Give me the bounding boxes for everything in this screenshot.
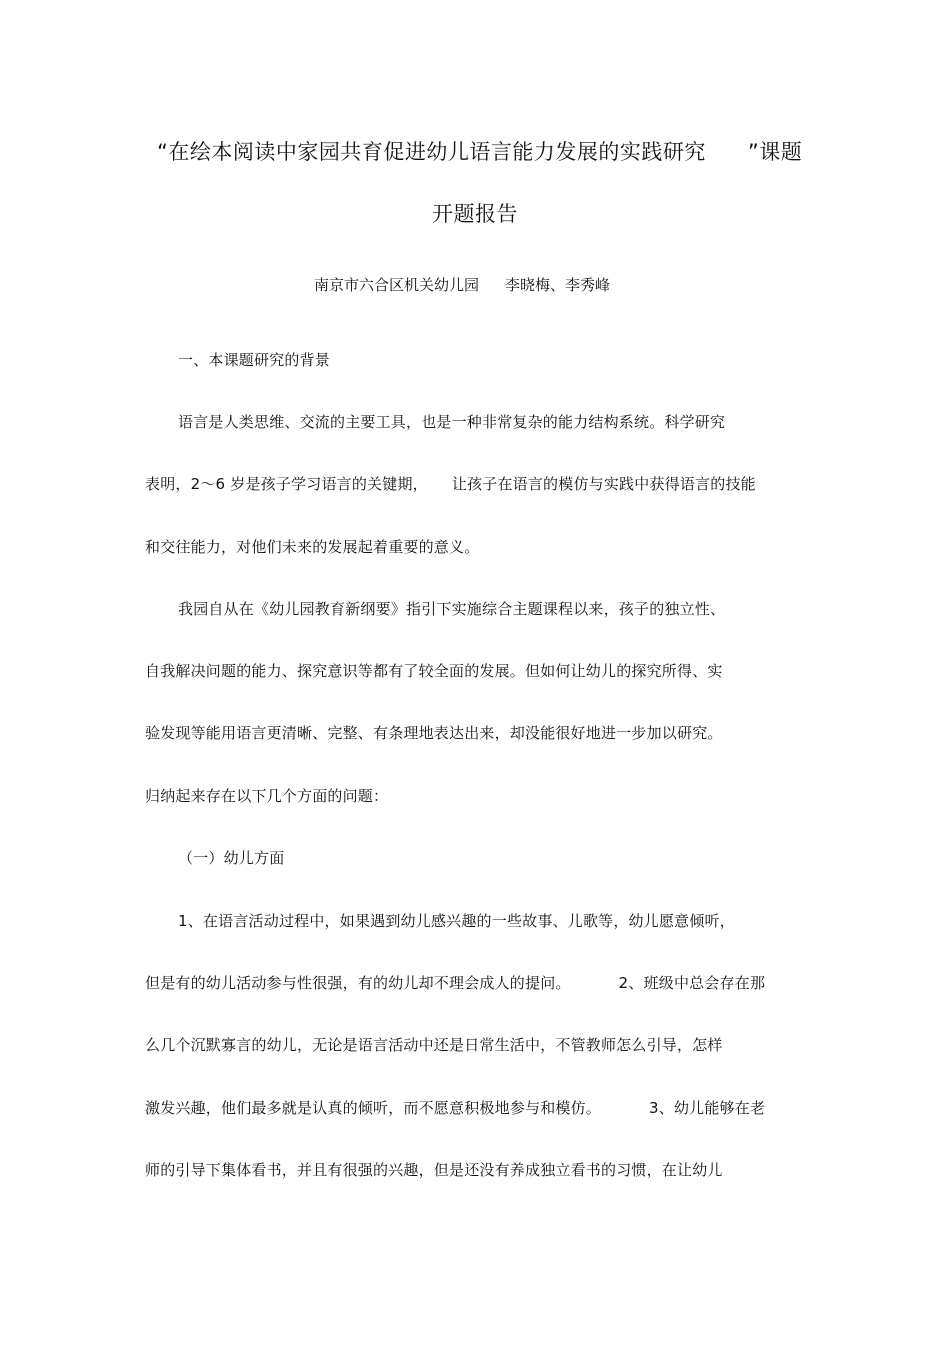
- author-line: [314, 274, 610, 295]
- title-line-1: [157, 136, 802, 166]
- para2-line-3: 验发现等能用语言更清晰、完整、有条理地表达出来，却没能很好地进一步加以研究。: [145, 724, 723, 742]
- para3-line-4a: 激发兴趣，他们最多就是认真的倾听，而不愿意积极地参与和模仿。: [145, 1099, 602, 1117]
- author-names: 李晓梅、李秀峰: [505, 276, 611, 294]
- para2-line-2: 自我解决问题的能力、探究意识等都有了较全面的发展。但如何让幼儿的探究所得、实: [145, 662, 723, 680]
- subheading: （一）幼儿方面: [178, 849, 285, 867]
- para1-line-2: [145, 473, 756, 494]
- title-line-2: 开题报告: [432, 202, 518, 226]
- institution: 南京市六合区机关幼儿园: [314, 276, 480, 294]
- para3-line-4: [145, 1097, 765, 1118]
- para1-line-1: 语言是人类思维、交流的主要工具，也是一种非常复杂的能力结构系统。科学研究: [178, 413, 726, 431]
- title-tail: ”课题: [747, 140, 803, 164]
- para3-line-5: 师的引导下集体看书，并且有很强的兴趣，但是还没有养成独立看书的习惯，在让幼儿: [145, 1161, 723, 1179]
- para3-line-2b: 2、班级中总会存在那: [618, 974, 766, 992]
- para2-line-1: 我园自从在《幼儿园教育新纲要》指引下实施综合主题课程以来，孩子的独立性、: [178, 600, 726, 618]
- para3-line-1: 1、在语言活动过程中，如果遇到幼儿感兴趣的一些故事、儿歌等，幼儿愿意倾听，: [178, 912, 735, 930]
- para3-line-2: [145, 972, 765, 993]
- para3-line-4b: 3、幼儿能够在老: [649, 1099, 766, 1117]
- para1-line-2a: 表明，2～6 岁是孩子学习语言的关键期，: [145, 475, 428, 493]
- para1-line-3: 和交往能力，对他们未来的发展起着重要的意义。: [145, 538, 480, 556]
- para3-line-3: 么几个沉默寡言的幼儿，无论是语言活动中还是日常生活中，不管教师怎么引导，怎样: [145, 1036, 723, 1054]
- para3-line-2a: 但是有的幼儿活动参与性很强，有的幼儿却不理会成人的提问。: [145, 974, 571, 992]
- title-main: “在绘本阅读中家园共育促进幼儿语言能力发展的实践研究: [157, 140, 706, 164]
- para1-line-2b: 让孩子在语言的模仿与实践中获得语言的技能: [451, 475, 756, 493]
- section-heading: 一、本课题研究的背景: [178, 351, 331, 369]
- para2-line-4: 归纳起来存在以下几个方面的问题：: [145, 787, 389, 805]
